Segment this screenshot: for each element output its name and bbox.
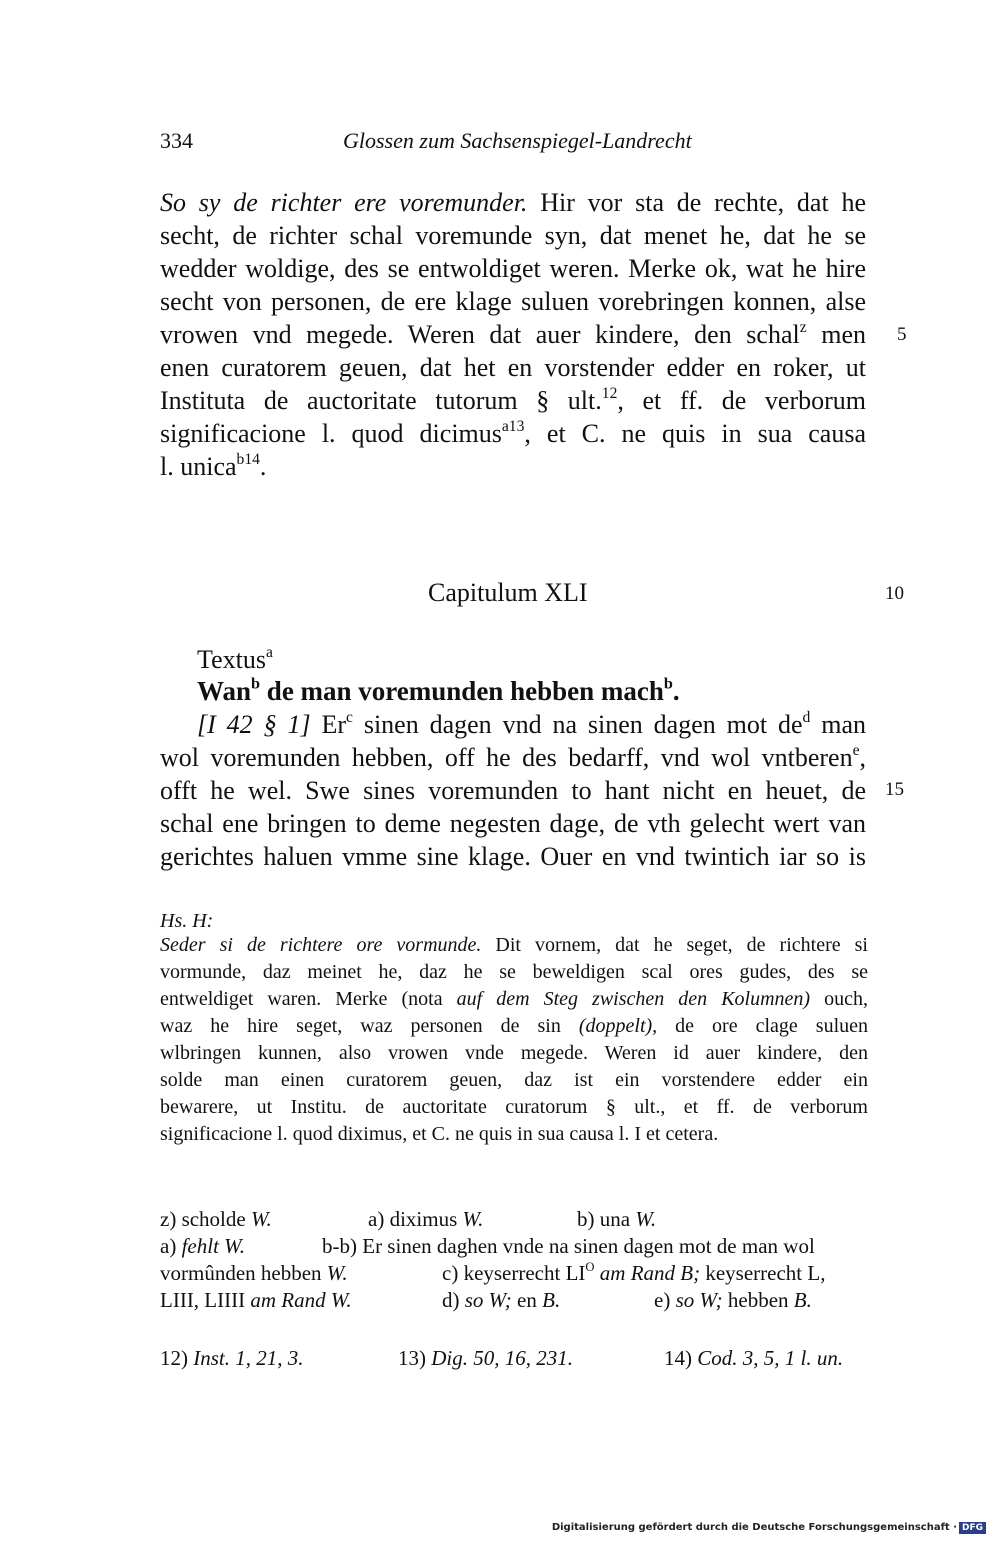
line-number-10: 10 <box>885 583 904 604</box>
running-title: Glossen zum Sachsenspiegel-Landrecht <box>343 128 692 153</box>
page-number: 334 <box>160 128 193 153</box>
gloss-line-7: Instituta de auctoritate tutorum § ult.$^{12}$, et ff. de verborum <box>160 385 866 415</box>
line-number-5: 5 <box>897 324 907 345</box>
footnote-a2: a) fehlt W. <box>160 1234 245 1258</box>
footnote-z: z) scholde W. <box>160 1207 272 1231</box>
footnote-e: e) so W; hebben B. <box>654 1288 812 1312</box>
textus-line-4: schal ene bringen to deme negesten dage, de vth gelecht wert van <box>160 809 866 838</box>
gloss-line-3: wedder woldige, des se entwoldiget weren. Merke ok, wat he hire <box>160 254 866 283</box>
citation-14: 14) Cod. 3, 5, 1 l. un. <box>664 1346 844 1370</box>
citation-13: 13) Dig. 50, 16, 231. <box>398 1346 573 1370</box>
textus-line-1: [I 42 § 1] Er$^c$ sinen dagen vnd na sinen dagen mot $de^d$ man <box>197 709 867 739</box>
gloss-line-8: significacione l. quod dicimus$^{a13}$, et C. ne quis in sua causa <box>160 418 867 448</box>
textus-line-2: wol voremunden hebben, off he des bedarff, vnd wol vntberen$^e$, <box>160 742 866 772</box>
textus-line-3: offt he wel. Swe sines voremunden to hant nicht en heuet, de <box>160 776 866 805</box>
gloss-line-2: secht, de richter schal voremunde syn, dat menet he, dat he se <box>160 221 866 250</box>
hs-line-1: Seder si de richtere ore vormunde. Dit vornem, dat he seget, de richtere si <box>160 934 868 956</box>
gloss-line-5: vrowen vnd megede. Weren dat auer kindere, den schal$^z$ men <box>160 319 866 349</box>
gloss-line-6: enen curatorem geuen, dat het en vorstender edder en roker, ut <box>160 353 866 382</box>
textus-line-5: gerichtes haluen vmme sine klage. Ouer en vnd twintich iar so is <box>160 842 866 871</box>
footnote-a1: a) diximus W. <box>368 1207 484 1231</box>
dfg-logo: DFG <box>959 1522 986 1534</box>
footnote-c: c) keyserrecht $LI^O$ am Rand B; keyserrecht L, <box>442 1260 826 1285</box>
hs-line-3: entweldiget waren. Merke (nota auf dem Steg zwischen den Kolumnen) ouch, <box>160 988 869 1010</box>
footnote-c-cont: LIII, LIIII am Rand W. <box>160 1288 352 1312</box>
chapter-title: Capitulum XLI <box>428 578 588 607</box>
textus-label: Textus$^a$ <box>197 644 273 674</box>
gloss-line-9: l. unica$^{b14}$. <box>160 451 267 481</box>
hs-line-7: bewarere, ut Institu. de auctoritate curatorum § ult., et ff. de verborum <box>160 1096 868 1118</box>
gloss-line-4: secht von personen, de ere klage suluen vorebringen konnen, alse <box>160 287 866 316</box>
hs-line-2: vormunde, daz meinet he, daz he se beweldigen scal ores gudes, des se <box>160 961 868 983</box>
digitization-footer: Digitalisierung gefördert durch die Deutsche Forschungsgemeinschaft · DFG <box>552 1522 986 1534</box>
footnote-b1: b) una W. <box>577 1207 657 1231</box>
hs-label: Hs. H: <box>160 910 214 932</box>
footnote-bb-cont: vormûnden hebben W. <box>160 1261 348 1285</box>
hs-line-8: significacione l. quod diximus, et C. ne quis in sua causa l. I et cetera. <box>160 1123 719 1145</box>
textus-heading: Wan$^b$ de man voremunden hebben mach$^b$. <box>197 674 680 706</box>
footnote-bb: b-b) Er sinen daghen vnde na sinen dagen mot de man wol <box>322 1234 815 1258</box>
line-number-15: 15 <box>885 779 904 800</box>
hs-line-5: wlbringen kunnen, also vrowen vnde megede. Weren id auer kindere, den <box>160 1042 868 1064</box>
gloss-line-1: So sy de richter ere voremunder. Hir vor sta de rechte, dat he <box>160 188 867 217</box>
citation-12: 12) Inst. 1, 21, 3. <box>160 1346 304 1370</box>
footnote-d: d) so W; en B. <box>442 1288 561 1312</box>
hs-line-4: waz he hire seget, waz personen de sin (doppelt), de ore clage suluen <box>160 1015 869 1037</box>
hs-line-6: solde man einen curatorem geuen, daz ist ein vorstendere edder ein <box>160 1069 868 1091</box>
